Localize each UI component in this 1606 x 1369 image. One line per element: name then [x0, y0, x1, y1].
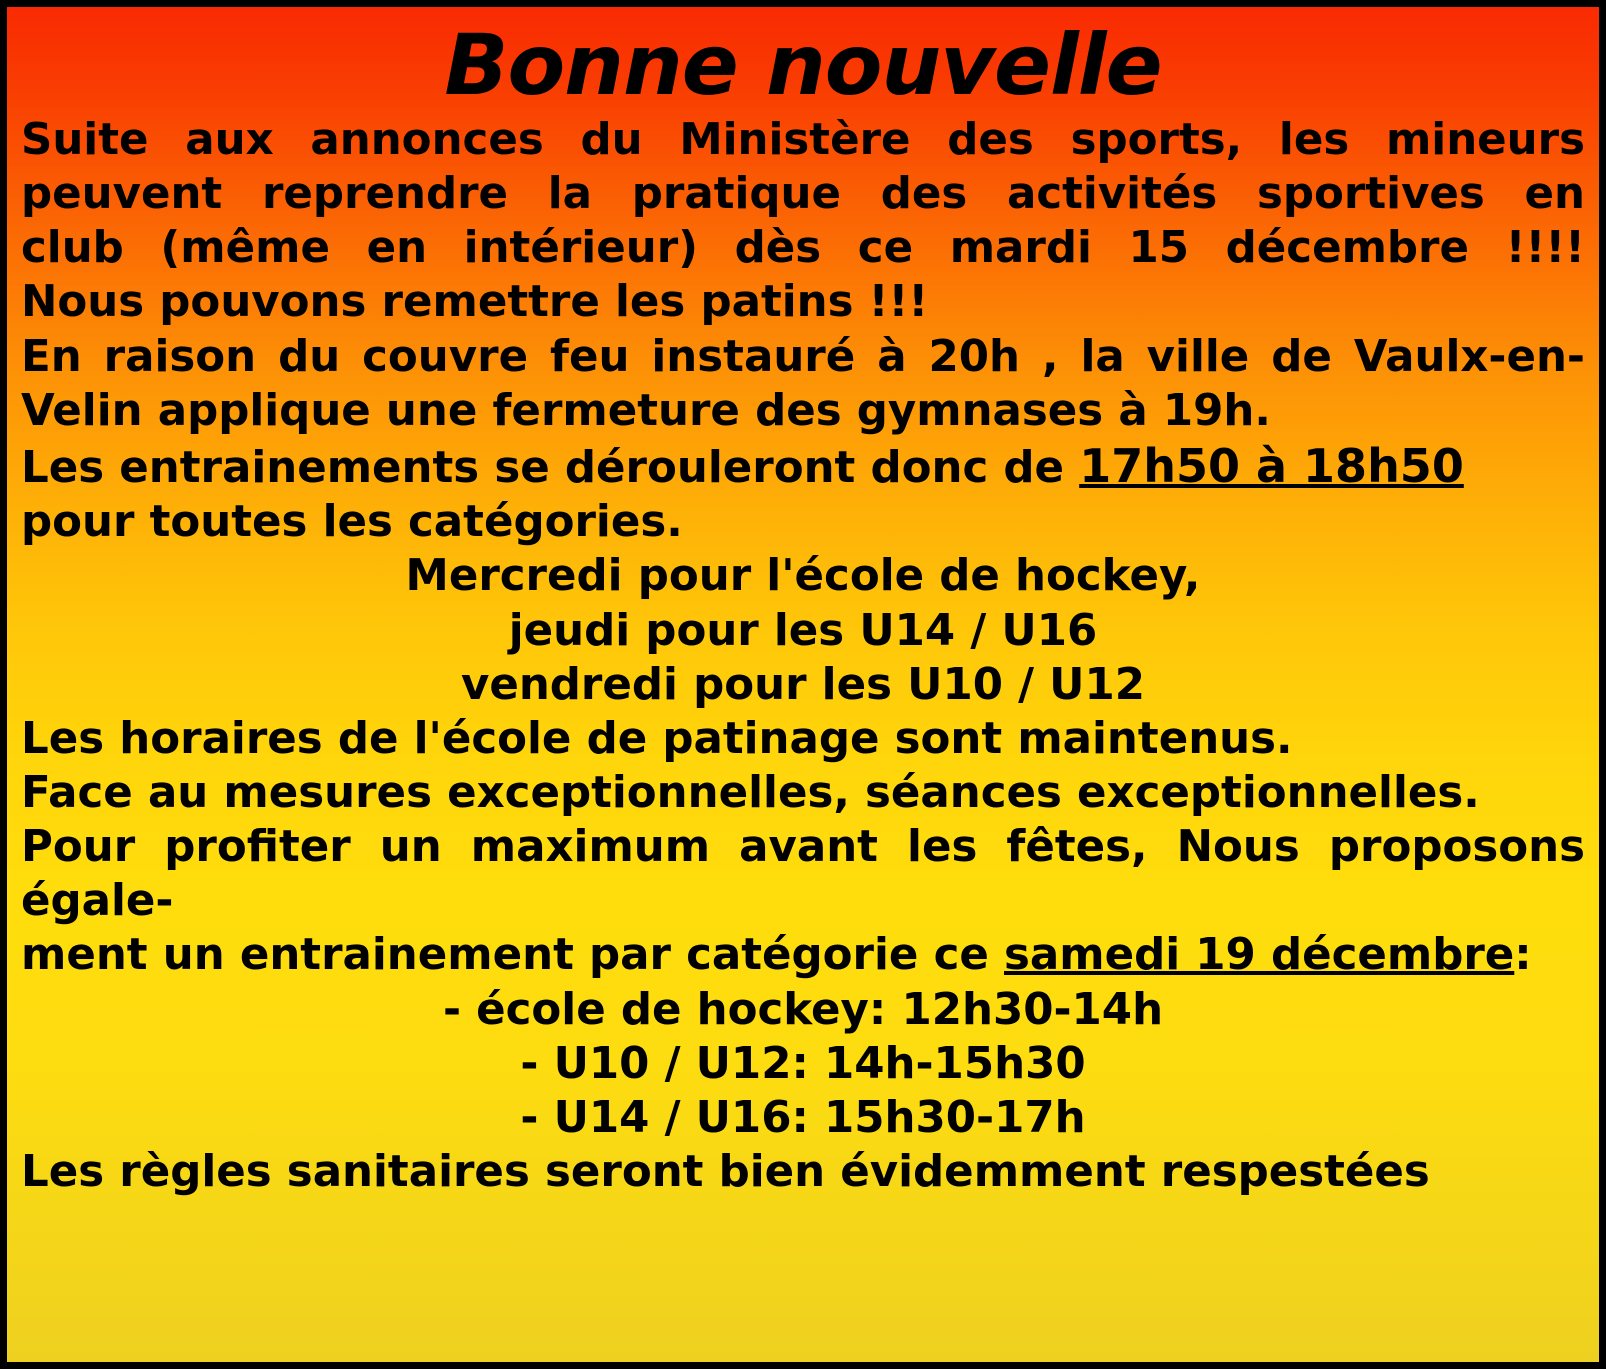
saturday-hockey-school: - école de hockey: 12h30-14h [442, 984, 1164, 1035]
paragraph-training-categories: pour toutes les catégories. [21, 497, 683, 548]
saturday-u14-u16: - U14 / U16: 15h30-17h [520, 1092, 1086, 1143]
training-hours-prefix: Les entrainements se dérouleront donc de [21, 442, 1080, 493]
schedule-wednesday: Mercredi pour l'école de hockey, [405, 551, 1201, 602]
paragraph-exceptional-sessions: Face au mesures exceptionnelles, séances exceptionnelles. [21, 767, 1480, 818]
extra-line2-prefix: ment un entrainement par catégorie ce [21, 930, 1004, 981]
page-title [7, 7, 1599, 114]
paragraph-extra-line1: Pour profiter un maximum avant les fêtes, Nous proposons égale- [21, 822, 1585, 927]
paragraph-skating-school: Les horaires de l'école de patinage sont maintenus. [21, 713, 1293, 764]
paragraph-announce-line1: Suite aux annonces du Ministère des sports, les mineurs [21, 115, 1585, 165]
page-title-text: Bonne nouvelle [444, 16, 1162, 114]
paragraph-announce-line3: club (même en intérieur) dès ce mardi 15 décembre !!!! [21, 223, 1585, 274]
paragraph-sanitary-rules: Les règles sanitaires seront bien évidemment respestées [21, 1147, 1430, 1198]
schedule-friday: vendredi pour les U10 / U12 [460, 659, 1146, 710]
saturday-u10-u12: - U10 / U12: 14h-15h30 [520, 1038, 1086, 1089]
paragraph-announce-line2: peuvent reprendre la pratique des activités sportives en [21, 169, 1585, 220]
paragraph-skates: Nous pouvons remettre les patins !!! [21, 277, 929, 328]
extra-date-highlight: samedi 19 décembre [1004, 930, 1515, 981]
poster-body [7, 113, 1599, 1199]
paragraph-extra-line2 [21, 928, 1585, 982]
training-hours-highlight: 17h50 à 18h50 [1079, 438, 1464, 493]
paragraph-curfew-line1: En raison du couvre feu instauré à 20h , la ville de Vaulx-en- [21, 331, 1585, 382]
extra-line2-suffix: : [1514, 930, 1532, 981]
schedule-thursday: jeudi pour les U14 / U16 [508, 605, 1098, 656]
paragraph-training-hours [21, 438, 1585, 495]
paragraph-curfew-line2: Velin applique une fermeture des gymnases à 19h. [21, 385, 1271, 436]
